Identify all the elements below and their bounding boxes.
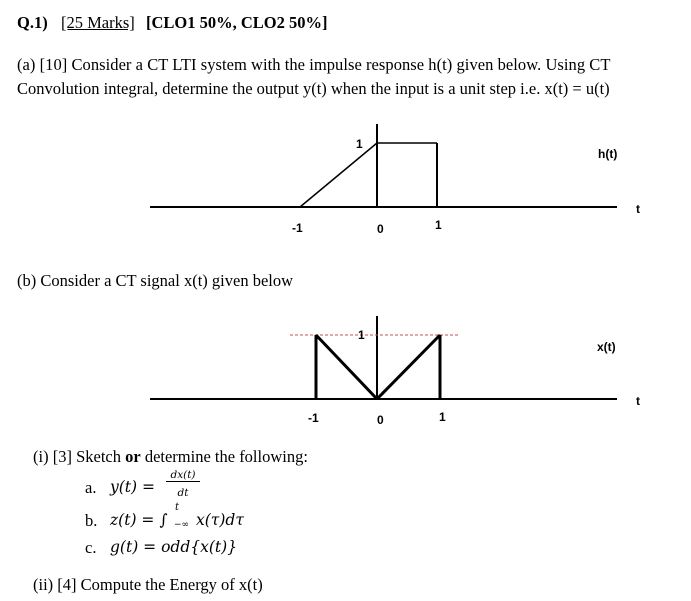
x-tick-neg1: -1 (308, 411, 319, 425)
item-b-lower-limit: −∞ (174, 520, 190, 530)
item-b-upper-limit: t (175, 502, 180, 513)
h-tick-0: 0 (377, 222, 384, 236)
h-tick-1: 1 (435, 218, 442, 232)
x-tick-1: 1 (439, 410, 446, 424)
h-axis-t-label: t (636, 202, 640, 216)
item-c-label: c. (85, 538, 97, 557)
x-fall-segment (316, 335, 377, 399)
sub-i-header: (i) [3] Sketch or determine the following: (33, 447, 308, 466)
item-b-label: b. (85, 511, 98, 530)
item-b-expr: z(t) = ∫ (110, 511, 168, 529)
question-number: Q.1) (17, 13, 48, 32)
h-tick-neg1: -1 (292, 221, 303, 235)
part-a-line2: Convolution integral, determine the output y(t) when the input is a unit step i.e. x(t) = u(t) (17, 79, 610, 98)
item-a-numerator: dx(t) (166, 469, 200, 482)
part-a-line1: (a) [10] Consider a CT LTI system with the impulse response h(t) given below. Using CT (17, 55, 611, 74)
x-peak-label: 1 (358, 328, 365, 342)
item-c-expr: g(t) = odd{x(t)} (110, 538, 238, 556)
item-b-integrand: x(τ)dτ (196, 511, 244, 529)
part-b-text: (b) Consider a CT signal x(t) given below (17, 271, 294, 290)
h-peak-label: 1 (356, 137, 363, 151)
h-signal-label: h(t) (598, 147, 618, 161)
x-axis-t-label: t (636, 394, 640, 408)
item-a-label: a. (85, 478, 97, 497)
item-a-denominator: dt (177, 487, 189, 499)
x-rise-segment (377, 335, 440, 399)
h-ramp-segment (300, 143, 377, 207)
x-signal-label: x(t) (597, 340, 616, 354)
sub-ii-text: (ii) [4] Compute the Energy of x(t) (33, 575, 263, 594)
clo-label: [CLO1 50%, CLO2 50%] (146, 13, 328, 32)
x-tick-0: 0 (377, 413, 384, 427)
item-a-lhs: y(t) = (110, 478, 155, 496)
marks-label: [25 Marks] (61, 13, 135, 32)
